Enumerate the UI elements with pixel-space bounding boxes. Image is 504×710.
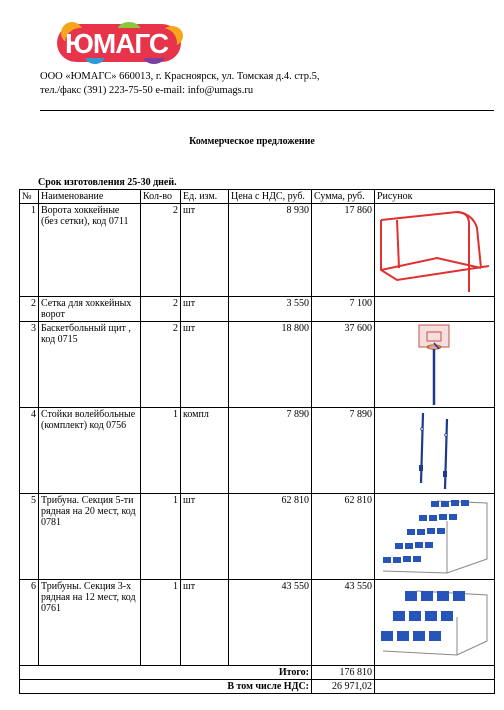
total-empty-cell — [375, 666, 495, 680]
row-sum: 7 100 — [312, 297, 375, 322]
company-logo — [57, 22, 187, 66]
row-sum: 43 550 — [312, 580, 375, 666]
row-number: 1 — [20, 204, 39, 297]
table-header-row — [20, 190, 495, 204]
table-row — [20, 322, 495, 408]
production-term: Срок изготовления 25-30 дней. — [38, 177, 177, 188]
row-unit: шт — [181, 580, 229, 666]
table-row — [20, 204, 495, 297]
row-name: Баскетбольный щит , код 0715 — [39, 322, 141, 408]
total-label: Итого: — [20, 666, 312, 680]
tribune-5-rows-image — [377, 495, 493, 579]
col-header-picture: Рисунок — [375, 190, 495, 204]
company-address: ООО «ЮМАГС» 660013, г. Красноярск, ул. Томская д.4. стр.5, — [40, 71, 320, 82]
col-header-price: Цена с НДС, руб. — [229, 190, 312, 204]
vat-value: 26 971,02 — [312, 680, 375, 694]
logo-text: ЮМАГС — [65, 28, 169, 59]
row-price: 3 550 — [229, 297, 312, 322]
row-number: 5 — [20, 494, 39, 580]
table-row — [20, 297, 495, 322]
row-price: 7 890 — [229, 408, 312, 494]
row-number: 4 — [20, 408, 39, 494]
row-qty: 1 — [141, 494, 181, 580]
col-header-unit: Ед. изм. — [181, 190, 229, 204]
row-picture — [375, 408, 495, 494]
row-name: Сетка для хоккейных ворот — [39, 297, 141, 322]
row-unit: шт — [181, 204, 229, 297]
row-picture-empty — [375, 297, 495, 322]
document-title: Коммерческое предложение — [189, 136, 315, 147]
vat-row — [20, 680, 495, 694]
row-qty: 1 — [141, 408, 181, 494]
row-sum: 62 810 — [312, 494, 375, 580]
row-price: 62 810 — [229, 494, 312, 580]
offer-table — [19, 189, 495, 694]
row-price: 18 800 — [229, 322, 312, 408]
col-header-name: Наименование — [39, 190, 141, 204]
tribune-3-rows-image — [377, 581, 493, 665]
table-row — [20, 580, 495, 666]
row-name: Стойки волейбольные (комплект) код 0756 — [39, 408, 141, 494]
row-name: Трибуна. Секция 5-ти рядная на 20 мест, код 0781 — [39, 494, 141, 580]
row-qty: 2 — [141, 322, 181, 408]
basketball-stand-image — [405, 323, 465, 407]
row-price: 43 550 — [229, 580, 312, 666]
row-qty: 2 — [141, 204, 181, 297]
volleyball-posts-image — [405, 409, 465, 493]
row-name: Ворота хоккейные (без сетки), код 0711 — [39, 204, 141, 297]
row-unit: шт — [181, 322, 229, 408]
row-picture — [375, 322, 495, 408]
row-sum: 37 600 — [312, 322, 375, 408]
hockey-goal-image — [377, 206, 493, 294]
col-header-sum: Сумма, руб. — [312, 190, 375, 204]
row-picture — [375, 494, 495, 580]
company-info — [40, 70, 320, 98]
row-name: Трибуны. Секция 3-х рядная на 12 мест, код 0761 — [39, 580, 141, 666]
row-qty: 2 — [141, 297, 181, 322]
row-number: 6 — [20, 580, 39, 666]
row-unit: шт — [181, 494, 229, 580]
row-price: 8 930 — [229, 204, 312, 297]
row-unit: шт — [181, 297, 229, 322]
total-row — [20, 666, 495, 680]
row-picture — [375, 580, 495, 666]
row-number: 3 — [20, 322, 39, 408]
table-row — [20, 494, 495, 580]
col-header-number: № — [20, 190, 39, 204]
row-qty: 1 — [141, 580, 181, 666]
total-value: 176 810 — [312, 666, 375, 680]
table-row — [20, 408, 495, 494]
header-divider — [40, 110, 494, 111]
row-picture — [375, 204, 495, 297]
company-contacts: тел./факс (391) 223-75-50 e-mail: info@umags.ru — [40, 85, 254, 96]
row-sum: 17 860 — [312, 204, 375, 297]
vat-empty-cell — [375, 680, 495, 694]
col-header-qty: Кол-во — [141, 190, 181, 204]
vat-label: В том числе НДС: — [20, 680, 312, 694]
row-unit: компл — [181, 408, 229, 494]
row-sum: 7 890 — [312, 408, 375, 494]
row-number: 2 — [20, 297, 39, 322]
